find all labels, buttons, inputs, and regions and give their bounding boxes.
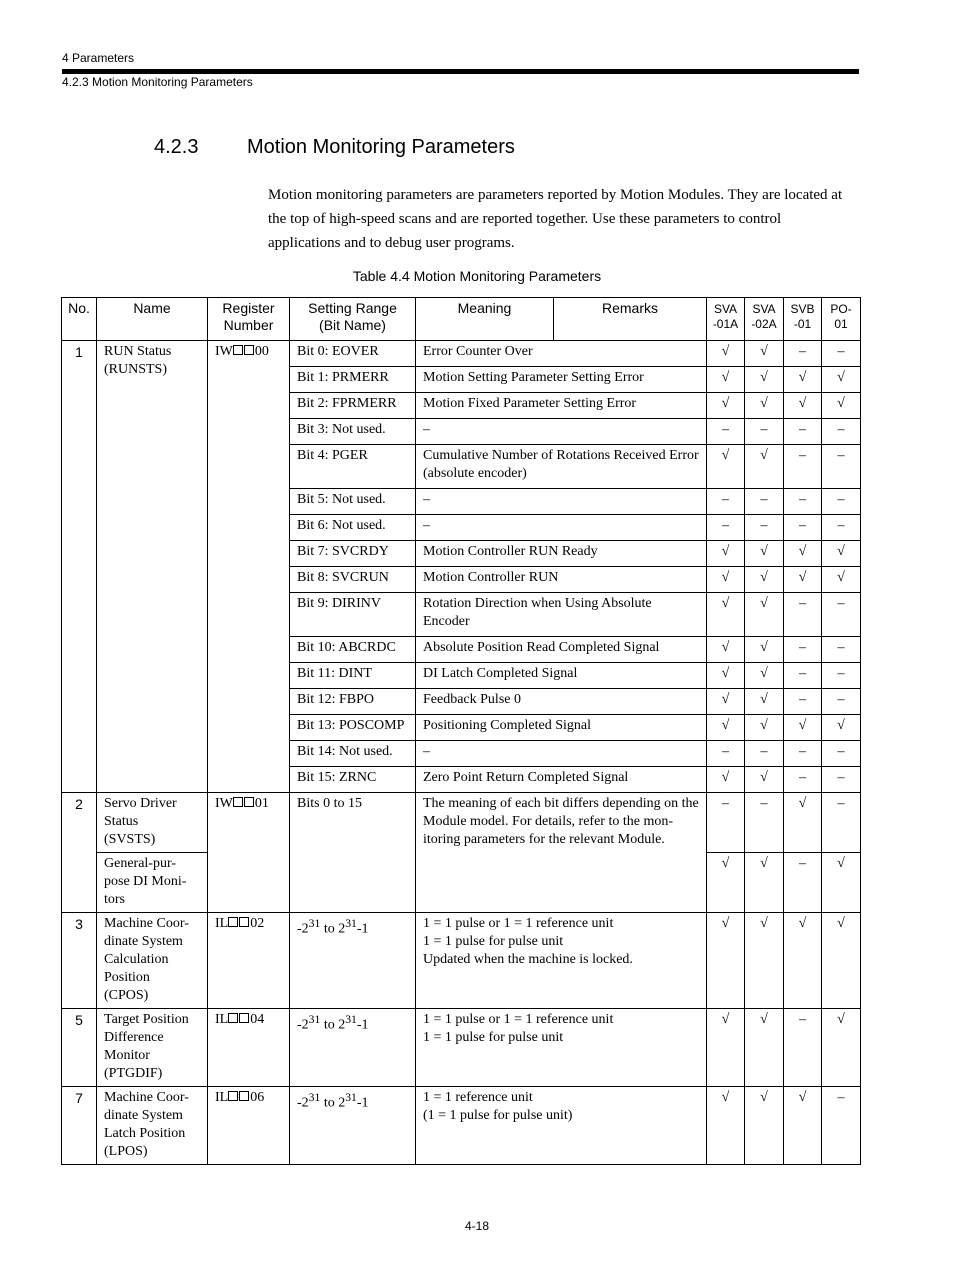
cell-sva02a: – (745, 515, 784, 541)
cell-no: 2 (62, 793, 97, 913)
name-line: tors (104, 892, 125, 907)
table-row (62, 793, 861, 853)
cell-po01: – (822, 689, 861, 715)
placeholder-square-icon (244, 345, 254, 355)
cell-no: 7 (62, 1087, 97, 1165)
header-register-line1: Register (222, 300, 275, 316)
table-header-row (62, 298, 861, 341)
name-line: (LPOS) (104, 1144, 148, 1159)
name-line: RUN Status (104, 344, 172, 359)
cell-svb01: √ (784, 793, 822, 853)
cell-sva02a: √ (745, 541, 784, 567)
cell-meaning (416, 913, 707, 1009)
cell-range: Bit 12: FBPO (290, 689, 416, 715)
header-register (208, 298, 290, 341)
cell-svb01: – (784, 515, 822, 541)
cell-svb01: – (784, 663, 822, 689)
cell-register (208, 913, 290, 1009)
header-range-line1: Setting Range (308, 300, 397, 316)
cell-meaning: – (416, 419, 707, 445)
table-caption: Table 4.4 Motion Monitoring Parameters (352, 268, 602, 284)
register-suffix: 02 (250, 916, 265, 931)
cell-name (97, 793, 208, 853)
cell-svb01: – (784, 489, 822, 515)
range-text: to 2 (320, 921, 346, 937)
cell-range: Bit 10: ABCRDC (290, 637, 416, 663)
placeholder-square-icon (228, 1013, 238, 1023)
cell-range: Bit 2: FPRMERR (290, 393, 416, 419)
cell-no: 1 (62, 341, 97, 793)
cell-range: Bit 13: POSCOMP (290, 715, 416, 741)
cell-sva01a: – (707, 489, 745, 515)
name-line: Servo Driver (104, 796, 177, 811)
cell-sva01a: √ (707, 367, 745, 393)
name-line: Status (104, 814, 139, 829)
meaning-line: 1 = 1 pulse or 1 = 1 reference unit (423, 916, 614, 931)
cell-svb01: √ (784, 393, 822, 419)
cell-svb01: – (784, 853, 822, 913)
running-header-section: 4.2.3 Motion Monitoring Parameters (62, 75, 253, 89)
page-number: 4-18 (464, 1219, 490, 1233)
cell-po01: – (822, 637, 861, 663)
header-svb01-line1: SVB (790, 302, 815, 316)
cell-svb01: √ (784, 913, 822, 1009)
cell-meaning (416, 1087, 707, 1165)
cell-sva01a: √ (707, 541, 745, 567)
header-sva01a-line2: -01A (712, 317, 739, 331)
cell-po01: – (822, 593, 861, 637)
cell-sva02a: √ (745, 715, 784, 741)
cell-sva01a: √ (707, 567, 745, 593)
cell-sva01a: √ (707, 637, 745, 663)
header-range-line2: (Bit Name) (319, 317, 386, 333)
cell-meaning: Error Counter Over (416, 341, 707, 367)
name-line: Machine Coor- (104, 916, 189, 931)
placeholder-square-icon (228, 917, 238, 927)
cell-sva01a: √ (707, 853, 745, 913)
cell-meaning: The meaning of each bit differs depending on the Module model. For details, refer to the mon-itoring parameters for the relevant Module. (416, 793, 707, 913)
cell-svb01: – (784, 341, 822, 367)
name-line: Calculation (104, 952, 169, 967)
cell-meaning: Cumulative Number of Rotations Received Error (absolute encoder) (416, 445, 707, 489)
header-range (290, 298, 416, 341)
header-sva02a (745, 298, 784, 341)
cell-po01: √ (822, 393, 861, 419)
placeholder-square-icon (233, 797, 243, 807)
cell-svb01: – (784, 419, 822, 445)
cell-meaning (416, 1009, 707, 1087)
cell-sva01a: √ (707, 445, 745, 489)
cell-po01: – (822, 445, 861, 489)
table-row (62, 341, 861, 367)
cell-svb01: – (784, 593, 822, 637)
cell-po01: √ (822, 541, 861, 567)
cell-sva01a: – (707, 741, 745, 767)
table-row (62, 1009, 861, 1087)
header-no: No. (62, 298, 97, 341)
cell-name (97, 853, 208, 913)
header-rule (62, 69, 859, 74)
meaning-line: 1 = 1 pulse for pulse unit (423, 1030, 564, 1045)
cell-range: Bit 8: SVCRUN (290, 567, 416, 593)
meaning-line: Updated when the machine is locked. (423, 952, 633, 967)
header-name: Name (97, 298, 208, 341)
register-prefix: IL (215, 1012, 229, 1027)
cell-sva01a: – (707, 419, 745, 445)
cell-svb01: √ (784, 715, 822, 741)
cell-po01: √ (822, 367, 861, 393)
cell-sva02a: √ (745, 913, 784, 1009)
header-po01-line1: PO- (830, 302, 852, 316)
name-line: Latch Position (104, 1126, 186, 1141)
name-line: (PTGDIF) (104, 1066, 163, 1081)
cell-sva01a: √ (707, 393, 745, 419)
cell-po01: – (822, 767, 861, 793)
cell-sva02a: √ (745, 767, 784, 793)
cell-meaning: – (416, 515, 707, 541)
name-line: General-pur- (104, 856, 177, 871)
register-prefix: IW (215, 344, 233, 359)
section-title: Motion Monitoring Parameters (247, 136, 515, 158)
range-text: -2 (297, 1095, 309, 1111)
cell-sva01a: √ (707, 767, 745, 793)
cell-range: Bit 4: PGER (290, 445, 416, 489)
cell-range: Bit 6: Not used. (290, 515, 416, 541)
cell-range: Bit 1: PRMERR (290, 367, 416, 393)
cell-svb01: – (784, 637, 822, 663)
intro-paragraph: Motion monitoring parameters are parameters reported by Motion Modules. They are located at the top of high-speed scans and are reported together. Use these parameters to control applications and to debug user programs. (268, 187, 843, 251)
range-exponent: 31 (345, 917, 357, 930)
header-sva02a-line1: SVA (752, 302, 776, 316)
cell-sva01a: – (707, 515, 745, 541)
cell-svb01: √ (784, 567, 822, 593)
cell-sva01a: – (707, 793, 745, 853)
header-svb01 (784, 298, 822, 341)
cell-register (208, 1087, 290, 1165)
header-sva01a-line1: SVA (713, 302, 738, 316)
cell-sva02a: √ (745, 445, 784, 489)
cell-name (97, 341, 208, 793)
cell-sva01a: √ (707, 715, 745, 741)
cell-meaning: Rotation Direction when Using Absolute Encoder (416, 593, 707, 637)
meaning-line: 1 = 1 reference unit (423, 1090, 533, 1105)
cell-meaning: Zero Point Return Completed Signal (416, 767, 707, 793)
name-line: pose DI Moni- (104, 874, 187, 889)
cell-range: Bit 15: ZRNC (290, 767, 416, 793)
table-row (62, 913, 861, 1009)
name-line: (RUNSTS) (104, 362, 168, 377)
register-suffix: 04 (250, 1012, 265, 1027)
cell-meaning: – (416, 489, 707, 515)
cell-range (290, 1009, 416, 1087)
cell-sva02a: √ (745, 853, 784, 913)
meaning-line: 1 = 1 pulse for pulse unit (423, 934, 564, 949)
name-line: Target Position (104, 1012, 189, 1027)
name-line: Machine Coor- (104, 1090, 189, 1105)
cell-sva01a: √ (707, 1087, 745, 1165)
cell-sva02a: √ (745, 393, 784, 419)
cell-po01: – (822, 1087, 861, 1165)
cell-po01: √ (822, 1009, 861, 1087)
cell-range (290, 913, 416, 1009)
register-suffix: 00 (254, 344, 269, 359)
cell-po01: √ (822, 567, 861, 593)
placeholder-square-icon (239, 917, 249, 927)
cell-sva01a: √ (707, 913, 745, 1009)
range-exponent: 31 (345, 1091, 357, 1104)
header-svb01-line2: -01 (793, 317, 812, 331)
placeholder-square-icon (239, 1013, 249, 1023)
placeholder-square-icon (244, 797, 254, 807)
cell-po01: – (822, 489, 861, 515)
cell-svb01: – (784, 445, 822, 489)
cell-po01: – (822, 419, 861, 445)
cell-range: Bit 9: DIRINV (290, 593, 416, 637)
cell-sva01a: √ (707, 663, 745, 689)
cell-name (97, 1087, 208, 1165)
name-line: (SVSTS) (104, 832, 156, 847)
range-exponent: 31 (308, 1091, 321, 1104)
cell-sva02a: √ (745, 567, 784, 593)
range-text: -1 (356, 1095, 369, 1111)
cell-range: Bit 14: Not used. (290, 741, 416, 767)
cell-po01: √ (822, 715, 861, 741)
cell-sva02a: √ (745, 1009, 784, 1087)
cell-sva02a: √ (745, 593, 784, 637)
register-suffix: 06 (250, 1090, 265, 1105)
header-po01 (822, 298, 861, 341)
range-text: -1 (356, 921, 369, 937)
cell-sva02a: √ (745, 367, 784, 393)
cell-svb01: – (784, 689, 822, 715)
meaning-line: (1 = 1 pulse for pulse unit) (423, 1108, 573, 1123)
range-text: to 2 (320, 1017, 346, 1033)
range-exponent: 31 (308, 917, 321, 930)
cell-range: Bit 0: EOVER (290, 341, 416, 367)
cell-po01: √ (822, 853, 861, 913)
cell-no: 5 (62, 1009, 97, 1087)
cell-range: Bit 7: SVCRDY (290, 541, 416, 567)
cell-sva01a: √ (707, 1009, 745, 1087)
cell-svb01: √ (784, 1087, 822, 1165)
range-text: -1 (356, 1017, 369, 1033)
cell-svb01: – (784, 1009, 822, 1087)
name-line: dinate System (104, 934, 183, 949)
cell-meaning: – (416, 741, 707, 767)
placeholder-square-icon (233, 345, 243, 355)
header-remarks: Remarks (554, 298, 707, 341)
name-line: Position (104, 970, 150, 985)
register-prefix: IW (215, 796, 233, 811)
cell-meaning: Positioning Completed Signal (416, 715, 707, 741)
cell-range: Bit 3: Not used. (290, 419, 416, 445)
cell-meaning: Motion Fixed Parameter Setting Error (416, 393, 707, 419)
cell-sva01a: √ (707, 341, 745, 367)
name-line: Difference (104, 1030, 164, 1045)
cell-po01: – (822, 515, 861, 541)
cell-name (97, 913, 208, 1009)
placeholder-square-icon (239, 1091, 249, 1101)
cell-range: Bits 0 to 15 (290, 793, 416, 913)
cell-po01: √ (822, 913, 861, 1009)
cell-svb01: √ (784, 541, 822, 567)
cell-range (290, 1087, 416, 1165)
name-line: (CPOS) (104, 988, 149, 1003)
range-text: -2 (297, 1017, 309, 1033)
cell-sva02a: – (745, 741, 784, 767)
cell-meaning: Motion Controller RUN (416, 567, 707, 593)
cell-sva02a: √ (745, 1087, 784, 1165)
section-number: 4.2.3 (154, 136, 199, 158)
meaning-line: 1 = 1 pulse or 1 = 1 reference unit (423, 1012, 614, 1027)
register-suffix: 01 (254, 796, 269, 811)
cell-sva02a: √ (745, 663, 784, 689)
header-register-line2: Number (223, 317, 274, 333)
range-exponent: 31 (308, 1013, 321, 1026)
range-text: -2 (297, 921, 309, 937)
header-meaning: Meaning (416, 298, 554, 341)
register-prefix: IL (215, 1090, 229, 1105)
running-header-chapter: 4 Parameters (62, 51, 135, 65)
cell-meaning: Absolute Position Read Completed Signal (416, 637, 707, 663)
cell-sva01a: √ (707, 593, 745, 637)
cell-svb01: – (784, 741, 822, 767)
cell-po01: – (822, 793, 861, 853)
header-po01-line2: 01 (834, 317, 848, 331)
range-text: to 2 (320, 1095, 346, 1111)
cell-svb01: √ (784, 367, 822, 393)
cell-sva02a: √ (745, 637, 784, 663)
range-exponent: 31 (345, 1013, 357, 1026)
cell-sva02a: – (745, 793, 784, 853)
name-line: dinate System (104, 1108, 183, 1123)
cell-register (208, 793, 290, 913)
cell-sva02a: – (745, 489, 784, 515)
cell-po01: – (822, 741, 861, 767)
cell-range: Bit 11: DINT (290, 663, 416, 689)
cell-po01: – (822, 341, 861, 367)
header-sva02a-line2: -02A (751, 317, 777, 331)
cell-sva02a: – (745, 419, 784, 445)
header-sva01a (707, 298, 745, 341)
cell-register (208, 341, 290, 793)
placeholder-square-icon (228, 1091, 238, 1101)
cell-meaning: Motion Setting Parameter Setting Error (416, 367, 707, 393)
cell-sva02a: √ (745, 689, 784, 715)
cell-svb01: – (784, 767, 822, 793)
cell-no: 3 (62, 913, 97, 1009)
table-row (62, 1087, 861, 1165)
name-line: Monitor (104, 1048, 150, 1063)
register-prefix: IL (215, 916, 229, 931)
motion-monitoring-table (61, 297, 861, 1165)
cell-meaning: DI Latch Completed Signal (416, 663, 707, 689)
cell-sva01a: √ (707, 689, 745, 715)
cell-sva02a: √ (745, 341, 784, 367)
cell-name (97, 1009, 208, 1087)
cell-meaning: Feedback Pulse 0 (416, 689, 707, 715)
cell-range: Bit 5: Not used. (290, 489, 416, 515)
cell-po01: – (822, 663, 861, 689)
cell-register (208, 1009, 290, 1087)
cell-meaning: Motion Controller RUN Ready (416, 541, 707, 567)
